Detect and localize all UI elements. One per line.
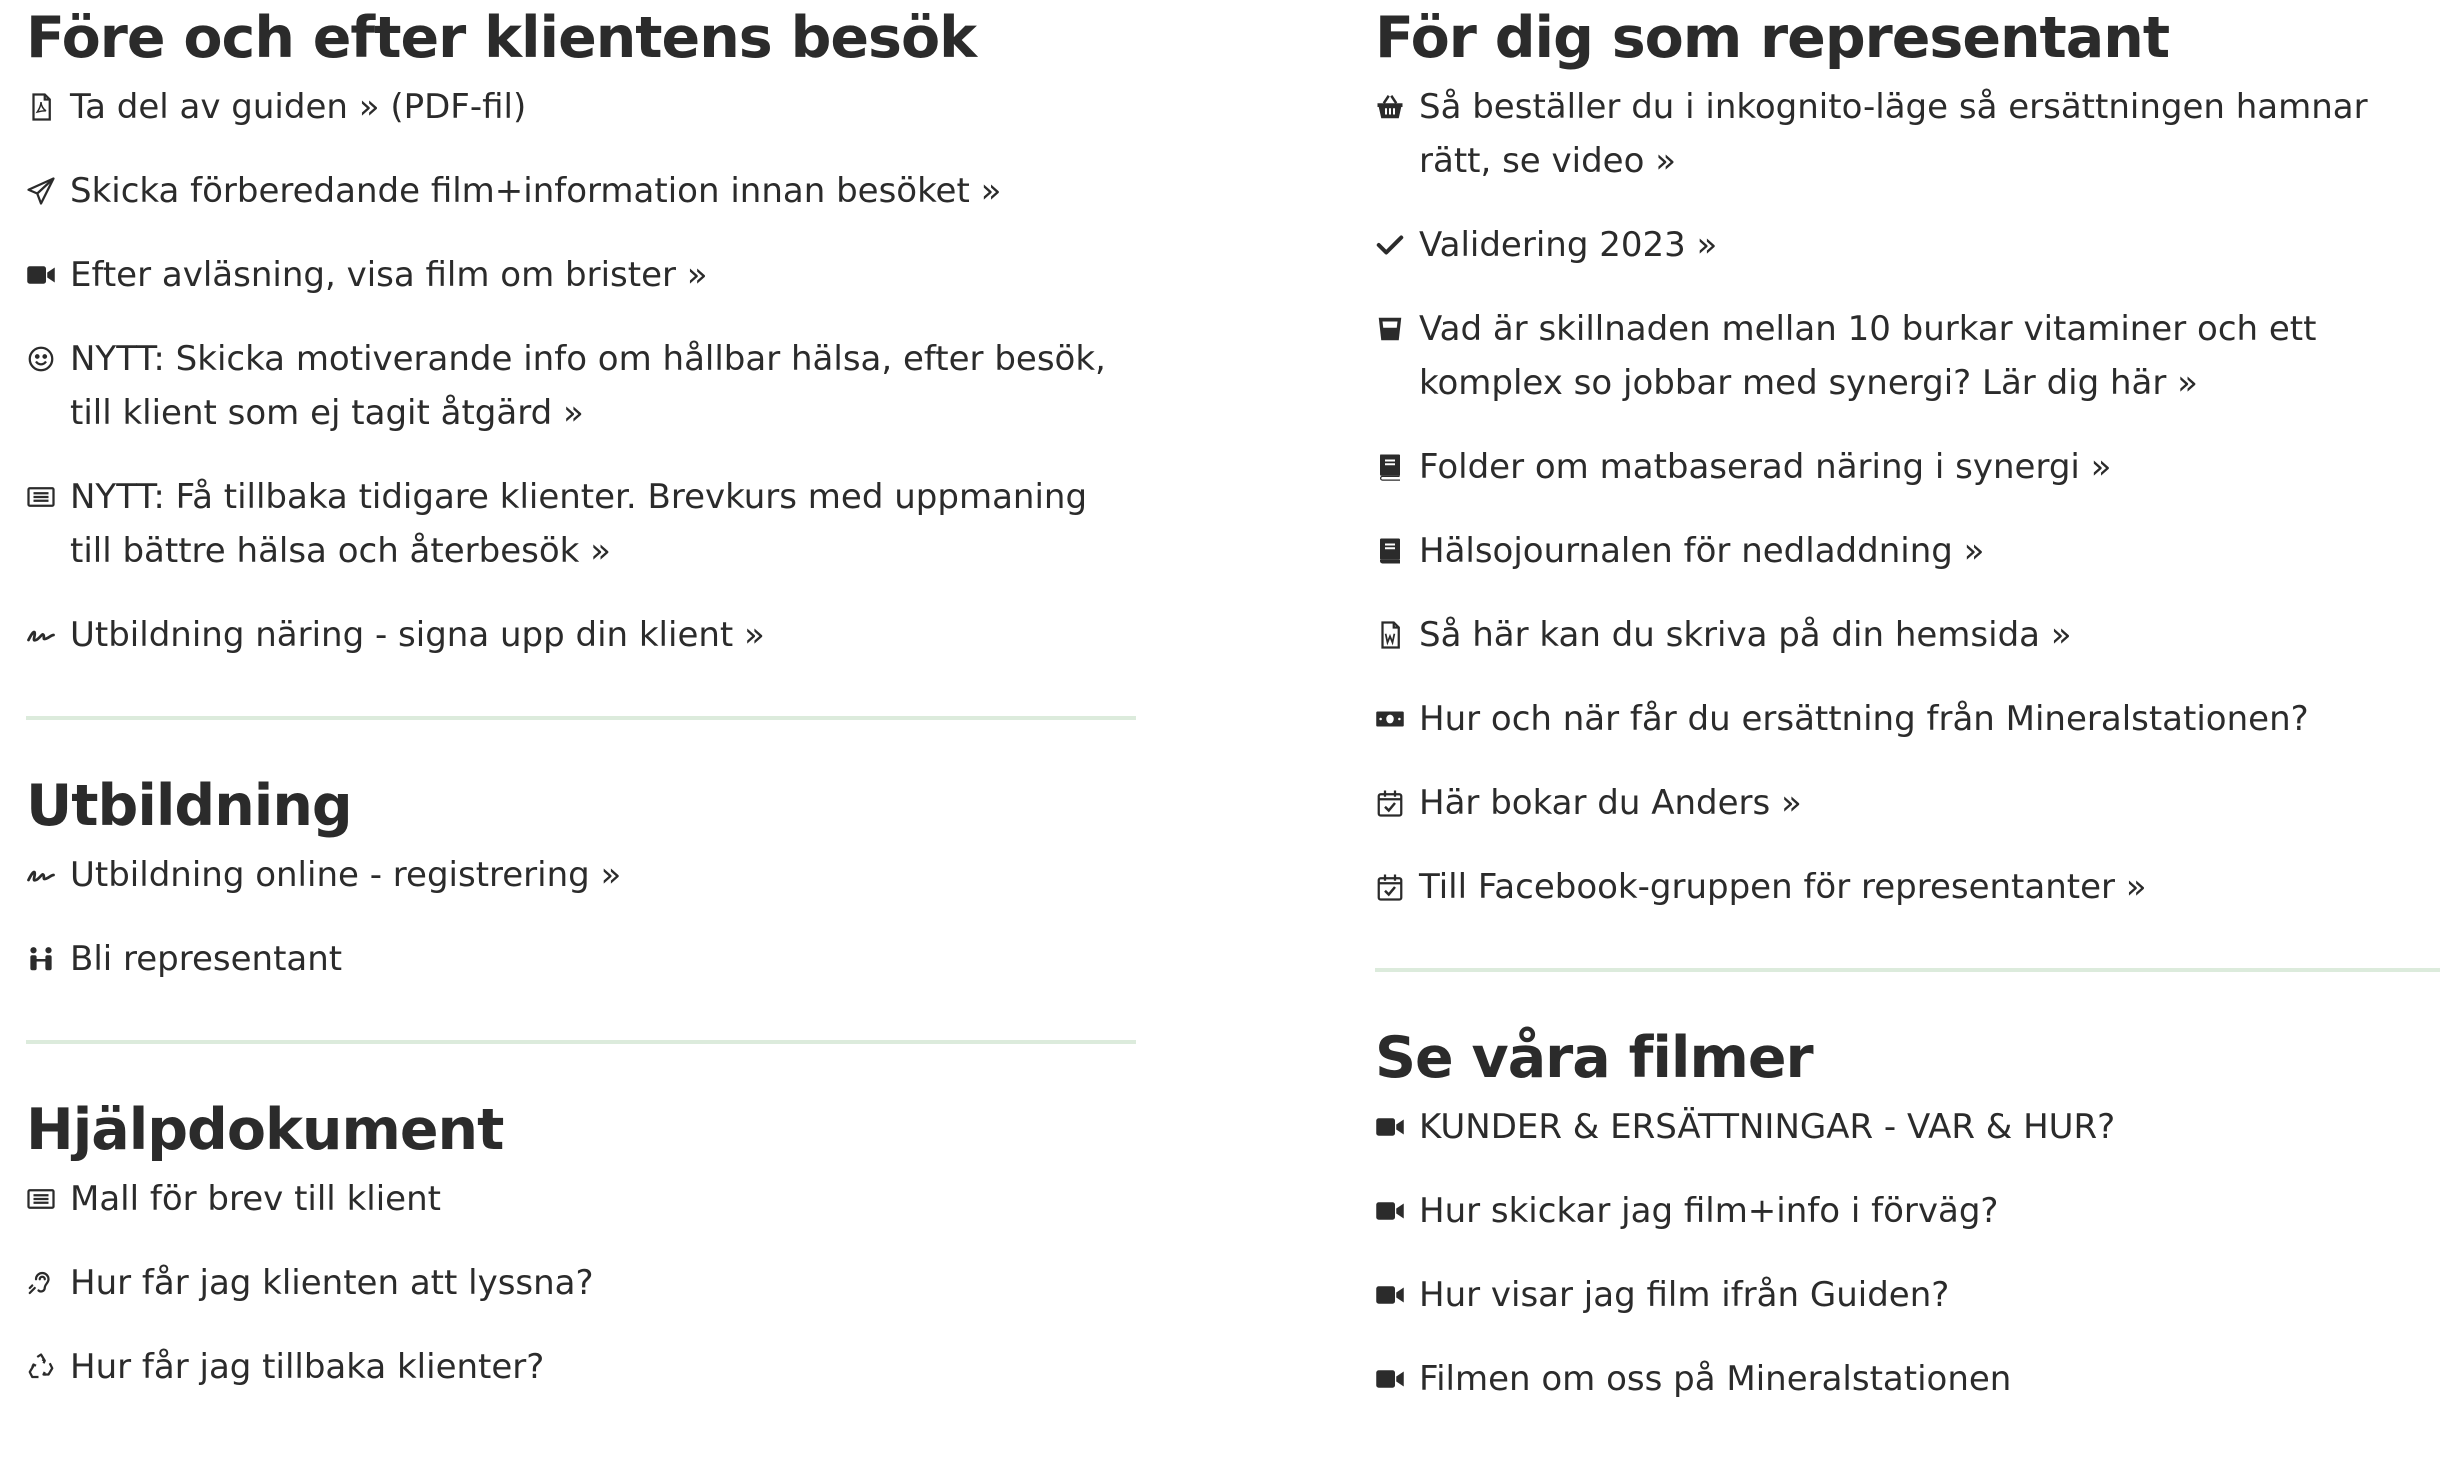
section-divider xyxy=(26,716,1136,720)
list-item[interactable] xyxy=(1375,1268,2440,1322)
become-representative-link[interactable]: Bli representant xyxy=(70,939,343,979)
list-item[interactable] xyxy=(26,1340,1136,1394)
letter-template-link[interactable]: Mall för brev till klient xyxy=(70,1179,441,1219)
video-camera-icon xyxy=(1375,1268,1419,1322)
section-title-films: Se våra filmer xyxy=(1375,1025,1813,1091)
smiley-icon xyxy=(26,332,70,386)
guide-pdf-link[interactable]: Ta del av guiden » (PDF-fil) xyxy=(70,87,527,127)
nutrition-signup-link[interactable]: Utbildning näring - signa upp din klient » xyxy=(70,615,765,655)
left-column xyxy=(26,0,1136,1394)
book-anders-link[interactable]: Här bokar du Anders » xyxy=(1419,783,1802,823)
online-education-link[interactable]: Utbildning online - registrering » xyxy=(70,855,622,895)
section-divider xyxy=(26,1040,1136,1044)
help-docs-list xyxy=(26,1172,1136,1394)
list-item[interactable] xyxy=(26,332,1136,440)
list-item[interactable] xyxy=(1375,860,2440,914)
basket-icon xyxy=(1375,80,1419,134)
right-column xyxy=(1375,0,2440,1406)
paper-plane-icon xyxy=(26,164,70,218)
video-camera-icon xyxy=(26,248,70,302)
send-prep-film-link[interactable]: Skicka förberedande film+information innan besöket » xyxy=(70,171,1002,211)
glass-icon xyxy=(1375,302,1419,356)
list-item[interactable] xyxy=(26,248,1136,302)
list-item[interactable] xyxy=(1375,776,2440,830)
section-title-representative: För dig som representant xyxy=(1375,5,2170,71)
video-camera-icon xyxy=(1375,1352,1419,1406)
list-item[interactable] xyxy=(1375,1352,2440,1406)
list-item[interactable] xyxy=(1375,302,2440,410)
list-item[interactable] xyxy=(26,164,1136,218)
calendar-check-icon xyxy=(1375,860,1419,914)
show-film-link[interactable]: Efter avläsning, visa film om brister » xyxy=(70,255,708,295)
health-journal-link[interactable]: Hälsojournalen för nedladdning » xyxy=(1419,531,1985,571)
calendar-check-icon xyxy=(1375,776,1419,830)
about-us-film-link[interactable]: Filmen om oss på Mineralstationen xyxy=(1419,1359,2012,1399)
list-item[interactable] xyxy=(26,608,1136,662)
book-icon xyxy=(1375,524,1419,578)
before-after-list xyxy=(26,80,1136,662)
signature-icon xyxy=(26,848,70,902)
list-item[interactable] xyxy=(26,932,1136,986)
list-item[interactable] xyxy=(1375,1100,2440,1154)
compensation-info-link[interactable]: Hur och när får du ersättning från Mineralstationen? xyxy=(1419,699,2309,739)
incognito-order-link[interactable]: Så beställer du i inkognito-läge så ersättningen hamnar rätt, se video » xyxy=(1419,87,2368,181)
motivational-info-link[interactable]: NYTT: Skicka motiverande info om hållbar hälsa, efter besök, till klient som ej tagit åtgärd » xyxy=(70,339,1106,433)
word-file-icon xyxy=(1375,608,1419,662)
list-item[interactable] xyxy=(1375,524,2440,578)
newspaper-icon xyxy=(26,1172,70,1226)
representative-list xyxy=(1375,80,2440,914)
send-film-advance-link[interactable]: Hur skickar jag film+info i förväg? xyxy=(1419,1191,1999,1231)
recycle-icon xyxy=(26,1340,70,1394)
list-item[interactable] xyxy=(26,1172,1136,1226)
get-clients-back-link[interactable]: Hur får jag tillbaka klienter? xyxy=(70,1347,545,1387)
list-item[interactable] xyxy=(26,470,1136,578)
list-item[interactable] xyxy=(26,848,1136,902)
website-text-link[interactable]: Så här kan du skriva på din hemsida » xyxy=(1419,615,2072,655)
client-listen-link[interactable]: Hur får jag klienten att lyssna? xyxy=(70,1263,594,1303)
book-icon xyxy=(1375,440,1419,494)
section-title-help-docs: Hjälpdokument xyxy=(26,1097,504,1163)
video-camera-icon xyxy=(1375,1100,1419,1154)
list-item[interactable] xyxy=(1375,218,2440,272)
show-film-guide-link[interactable]: Hur visar jag film ifrån Guiden? xyxy=(1419,1275,1950,1315)
customers-compensation-film-link[interactable]: KUNDER & ERSÄTTNINGAR - VAR & HUR? xyxy=(1419,1107,2116,1147)
list-item[interactable] xyxy=(1375,440,2440,494)
pdf-file-icon xyxy=(26,80,70,134)
money-bill-icon xyxy=(1375,692,1419,746)
list-item[interactable] xyxy=(1375,608,2440,662)
section-divider xyxy=(1375,968,2440,972)
facebook-group-link[interactable]: Till Facebook-gruppen för representanter » xyxy=(1419,867,2147,907)
check-icon xyxy=(1375,218,1419,272)
list-item[interactable] xyxy=(1375,80,2440,188)
list-item[interactable] xyxy=(1375,692,2440,746)
video-camera-icon xyxy=(1375,1184,1419,1238)
newspaper-icon xyxy=(26,470,70,524)
section-title-before-after: Före och efter klientens besök xyxy=(26,5,977,71)
films-list xyxy=(1375,1100,2440,1406)
section-title-education: Utbildning xyxy=(26,773,352,839)
ear-icon xyxy=(26,1256,70,1310)
validation-link[interactable]: Validering 2023 » xyxy=(1419,225,1718,265)
food-nutrition-folder-link[interactable]: Folder om matbaserad näring i synergi » xyxy=(1419,447,2112,487)
list-item[interactable] xyxy=(26,1256,1136,1310)
signature-icon xyxy=(26,608,70,662)
education-list xyxy=(26,848,1136,986)
letter-course-link[interactable]: NYTT: Få tillbaka tidigare klienter. Brevkurs med uppmaning till bättre hälsa och återbesök » xyxy=(70,477,1088,571)
people-icon xyxy=(26,932,70,986)
synergy-difference-link[interactable]: Vad är skillnaden mellan 10 burkar vitaminer och ett komplex so jobbar med synergi? Lär dig här » xyxy=(1419,309,2317,403)
list-item[interactable] xyxy=(26,80,1136,134)
list-item[interactable] xyxy=(1375,1184,2440,1238)
